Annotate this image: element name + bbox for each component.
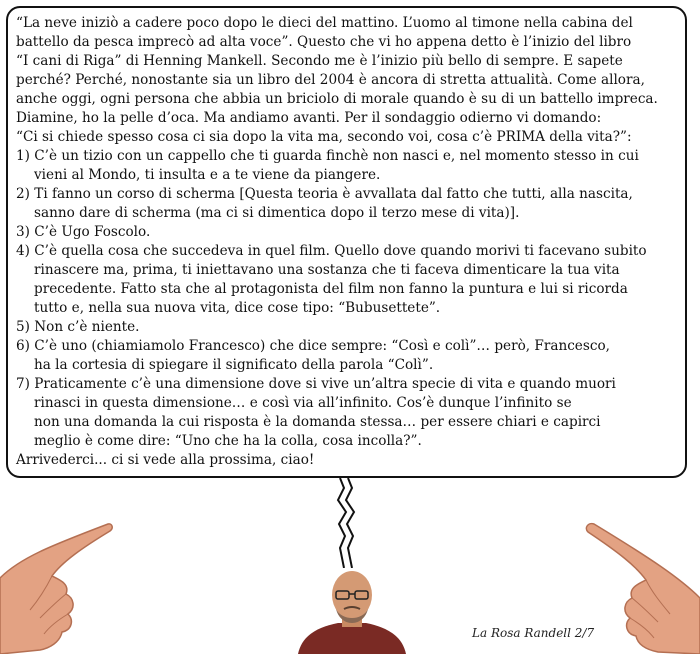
text-line: 3) C’è Ugo Foscolo. xyxy=(16,224,151,240)
text-line: 4) C’è quella cosa che succedeva in quel film. Quello dove quando morivi ti facevano subito xyxy=(16,243,647,259)
text-line: “La neve iniziò a cadere poco dopo le dieci del mattino. L’uomo al timone nella cabina del xyxy=(16,15,633,31)
text-line: battello da pesca imprecò ad alta voce”. Questo che vi ho appena detto è l’inizio del libro xyxy=(16,34,632,50)
text-line: anche oggi, ogni persona che abbia un briciolo di morale quando è su di un battello impreca. xyxy=(16,91,658,107)
text-line: vieni al Mondo, ti insulta e a te viene da piangere. xyxy=(34,167,381,183)
pointing-hand-left xyxy=(0,518,120,654)
text-line: tutto e, nella sua nuova vita, dice cose tipo: “Bubusettete”. xyxy=(34,300,441,316)
speech-bubble xyxy=(6,6,687,478)
artist-signature: La Rosa Randell 2/7 xyxy=(472,626,595,640)
text-line: rinascere ma, prima, ti iniettavano una sostanza che ti faceva dimenticare la tua vita xyxy=(34,262,620,278)
text-line: meglio è come dire: “Uno che ha la colla, cosa incolla?”. xyxy=(34,433,422,449)
text-line: precedente. Fatto sta che al protagonista del film non fanno la puntura e lui si ricorda xyxy=(34,281,628,297)
text-line: 1) C’è un tizio con un cappello che ti guarda finchè non nasci e, nel momento stesso in cui xyxy=(16,148,639,164)
person-portrait xyxy=(298,565,406,654)
text-line: “I cani di Riga” di Henning Mankell. Secondo me è l’inizio più bello di sempre. E sapete xyxy=(16,53,623,69)
text-line: Arrivederci... ci si vede alla prossima, ciao! xyxy=(16,452,315,468)
text-line: rinasci in questa dimensione… e così via all’infinito. Cos’è dunque l’infinito se xyxy=(34,395,572,411)
bubble-tail xyxy=(322,478,362,568)
text-line: perché? Perché, nonostante sia un libro del 2004 è ancora di stretta attualità. Come allora, xyxy=(16,72,645,88)
text-line: “Ci si chiede spesso cosa ci sia dopo la vita ma, secondo voi, cosa c’è PRIMA della vita?”: xyxy=(16,129,632,145)
pointing-hand-right xyxy=(580,518,700,654)
text-line: 6) C’è uno (chiamiamolo Francesco) che dice sempre: “Così e colì”… però, Francesco, xyxy=(16,338,610,354)
text-line: Diamine, ho la pelle d’oca. Ma andiamo avanti. Per il sondaggio odierno vi domando: xyxy=(16,110,602,126)
text-line: 5) Non c’è niente. xyxy=(16,319,140,335)
text-line: sanno dare di scherma (ma ci si dimentica dopo il terzo mese di vita)]. xyxy=(34,205,520,221)
text-line: 2) Ti fanno un corso di scherma [Questa teoria è avvallata dal fatto che tutti, alla nascita, xyxy=(16,186,633,202)
text-line: non una domanda la cui risposta è la domanda stessa… per essere chiari e capirci xyxy=(34,414,601,430)
text-line: 7) Praticamente c’è una dimensione dove si vive un’altra specie di vita e quando muori xyxy=(16,376,616,392)
text-line: ha la cortesia di spiegare il significato della parola “Colì”. xyxy=(34,357,434,373)
